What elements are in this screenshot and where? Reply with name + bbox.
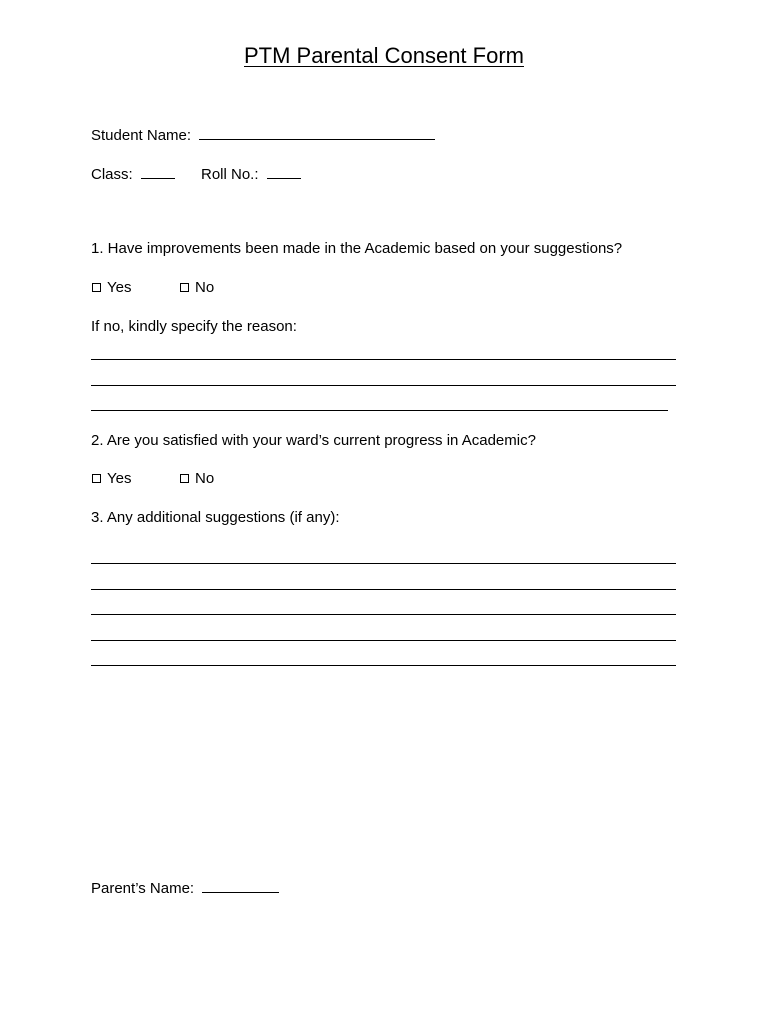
- question-3: 3. Any additional suggestions (if any):: [91, 509, 340, 526]
- checkbox-icon[interactable]: [180, 474, 189, 483]
- checkbox-icon[interactable]: [180, 283, 189, 292]
- q2-no-option[interactable]: [180, 471, 214, 486]
- checkbox-icon[interactable]: [92, 474, 101, 483]
- class-row: [91, 165, 175, 182]
- q2-yes-option[interactable]: [92, 471, 131, 486]
- roll-label: Roll No.:: [201, 166, 259, 183]
- q3-suggestion-line-1[interactable]: [91, 563, 676, 564]
- q1-followup-label: If no, kindly specify the reason:: [91, 318, 297, 335]
- q1-reason-line-1[interactable]: [91, 359, 676, 360]
- q2-no-label: No: [195, 470, 215, 487]
- q3-suggestion-line-2[interactable]: [91, 589, 676, 590]
- student-name-label: Student Name:: [91, 127, 192, 144]
- parent-name-field[interactable]: [202, 879, 279, 893]
- q1-no-option[interactable]: [180, 280, 214, 295]
- class-label: Class:: [91, 166, 133, 183]
- checkbox-icon[interactable]: [92, 283, 101, 292]
- q3-suggestion-line-3[interactable]: [91, 614, 676, 615]
- parent-name-row: [91, 879, 279, 896]
- q3-suggestion-line-5[interactable]: [91, 665, 676, 666]
- form-title: PTM Parental Consent Form: [244, 43, 524, 68]
- q1-no-label: No: [195, 279, 215, 296]
- student-name-field[interactable]: [199, 126, 435, 140]
- roll-field[interactable]: [267, 165, 301, 179]
- q1-reason-line-3[interactable]: [91, 410, 668, 411]
- question-2: 2. Are you satisfied with your ward’s current progress in Academic?: [91, 432, 536, 449]
- q3-suggestion-line-4[interactable]: [91, 640, 676, 641]
- question-1: 1. Have improvements been made in the Academic based on your suggestions?: [91, 240, 623, 257]
- q1-yes-label: Yes: [107, 279, 132, 296]
- class-field[interactable]: [141, 165, 175, 179]
- parent-name-label: Parent’s Name:: [91, 880, 195, 897]
- q1-reason-line-2[interactable]: [91, 385, 676, 386]
- q1-yes-option[interactable]: [92, 280, 131, 295]
- q2-yes-label: Yes: [107, 470, 132, 487]
- roll-row: [201, 165, 301, 182]
- student-name-row: [91, 126, 435, 143]
